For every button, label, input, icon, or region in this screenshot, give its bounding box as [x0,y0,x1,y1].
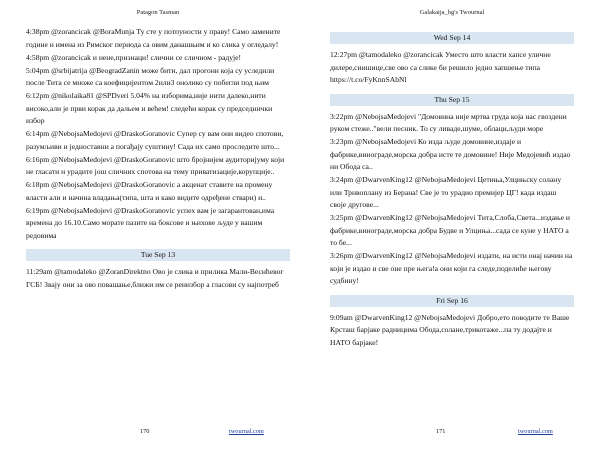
right-page-footer [300,428,600,438]
tweet-entry: 4:38pm @zorancicak @BoraMunja Ту сте у потпуности у праву! Само замените године и имена из Римског периода са овим данашњим и ко слика у огледалу! [26,27,281,49]
tweet-entry: 6:12pm @nikolaika81 @SPDveri 5.04% на изборима,није нити далеко,нити високо,али је први корак да дальем и већем! следећи корак су председнички избор [26,91,273,125]
page-number: 171 [436,428,446,435]
left-page-footer [0,428,300,438]
tweet-entry: 3:23pm @NebojsaMedojevi Ко изда људе домовине,издаје и фабрике,винограде,морска добра исте те домовине! Није Медојевић издао ни Обода са.. [330,137,571,171]
tweet-entry: 11:29am @tamodaleko @ZoranDirektno Ово је слика и прилика Мали-Веснћевог ГСБ! Звају они за ово повашање,ближи им се ренизбор а гласови су најпотреб [26,267,284,289]
day-heading: Fri Sep 16 [330,295,574,307]
right-page [300,0,600,450]
tweet-entry: 3:26pm @DwarvenKing12 @NebojsaMedojevi издати, на исти онај начин на који је издао и све оне пре њега!а они који га следе,поделиће његову судбину! [330,251,573,285]
tweet-entry: 3:25pm @DwarvenKing12 @NebojsaMedojevi Тита,Слоба,Света...издање и фабрике,виноградe,морска добра Будве и Улцињa...сада се куне у НАТО а то бe... [330,213,570,247]
tweet-entry: 6:16pm @NebojsaMedojevi @DraskoGoranovic што бројнијем аудиторијуму који не гласати и урадите још сличних спотова на тему приватизације,корупције.. [26,154,285,176]
tweet-entry: 3:22pm @NebojsaMedojevi "Домовина није мртва груда која нас гвоздени руком стеже.."вели песник. То су ливаде,шуме, облаци,људи море [330,111,567,133]
tweet-entry: 12:27pm @tamodaleko @zorancicak Уместо што власти хапсе уличне дилере,сиишице,све ово са слике би решило једно хапшење типа https://t.co/FyKnnSAbNl [330,50,551,84]
site-link[interactable]: twournal.com [518,428,553,435]
tweet-entry: 4:58pm @zorancicak и нене,признаци! слични се сличном - радује! [26,52,242,62]
right-page-body [330,32,574,349]
left-page-header: Patagon Tasman [136,9,180,16]
tweet-entry: 6:19pm @NebojsaMedojevi @DraskoGoranovic успех вам је загарантован,има времена до 16.10.Само морате пазите на боксове и њихове људе у вашим редовима [26,205,275,240]
day-heading: Tue Sep 13 [26,249,290,261]
page-number: 170 [140,428,150,435]
tweet-entry: 3:24pm @DwarvenKing12 @NebojsaMedojevi Цетињa,Улцињску солану или Трнвоплану из Берана! Све је то урадио премијер ЦГ! када издаш своје другове... [330,175,562,209]
day-heading: Thu Sep 15 [330,94,574,106]
site-link[interactable]: twournal.com [229,428,264,435]
tweet-entry: 5:04pm @srbijatrija @BeogradZanin може бити, дал прогони која су уследили после Тита се множе са коефицијентом 2или3 онолико су побегли под њим [26,65,275,87]
day-heading: Wed Sep 14 [330,32,574,44]
tweet-entry: 6:14pm @NebojsaMedojevi @DraskoGoranovic Супер су вам они видео спотови, разумљиви и једноставни а погађају суштину! Сада их само проследите што... [26,129,284,151]
tweet-entry: 6:18pm @NebojsaMedojevi @DraskoGoranovic а акценат ставите на промену власти али и начина владања(типа, шта и како видите одређене ствари) и.. [26,180,273,202]
tweet-entry: 9:09am @DwarvenKing12 @NebojsaMedojevi Добро,ето поводите те Ваше Крстaш барјаке радницима Обода,солане,трикотаже...па ту додајте и НАТО барјаке! [330,312,570,347]
right-page-header: Galakaija_bg's Twournal [419,9,485,16]
left-page-body [26,26,290,291]
